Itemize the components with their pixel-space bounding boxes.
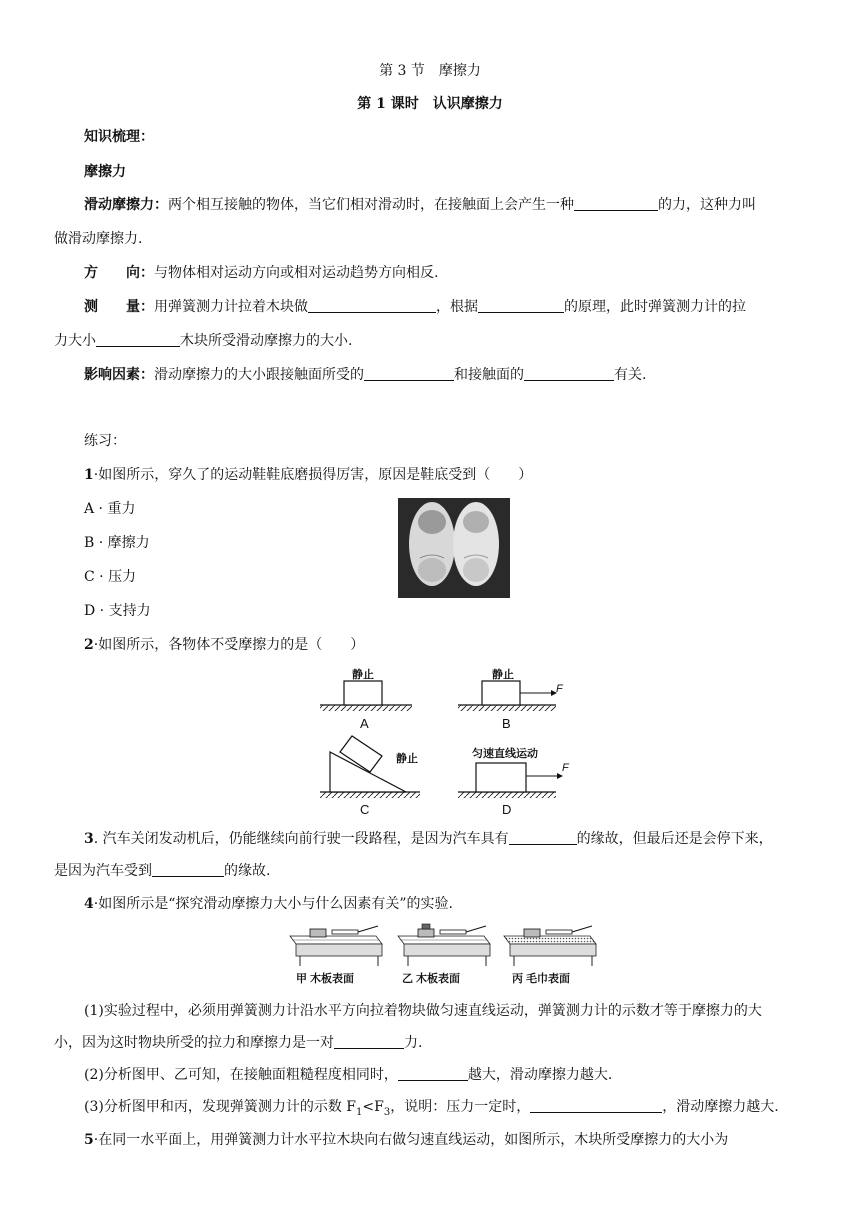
- q2-state-d: 匀速直线运动: [472, 748, 538, 760]
- q4-setup-bing: [504, 926, 596, 966]
- measure-text-1: 用弹簧测力计拉着木块做: [154, 299, 308, 315]
- q1-option-c[interactable]: C · 压力: [84, 569, 137, 585]
- q4-p1-text: 小，因为这时物块所受的拉力和摩擦力是一对: [54, 1035, 334, 1051]
- q4-p3-sub1: 1: [356, 1106, 363, 1118]
- q4-p3-mid: ，说明：压力一定时，: [390, 1099, 531, 1115]
- sliding-text-2: 的力，这种力叫: [658, 197, 756, 213]
- q4-part1-line2: [54, 1033, 814, 1053]
- q1-option-b[interactable]: B · 摩擦力: [84, 535, 150, 551]
- sliding-label: 滑动摩擦力：: [84, 197, 168, 213]
- factors-text-3: 有关.: [614, 367, 647, 383]
- q2-diagram-a: [320, 681, 412, 711]
- factors-text-2: 和接触面的: [454, 367, 524, 383]
- q2-state-c: 静止: [396, 753, 418, 765]
- q3-text-2: 的缘故，但最后还是会停下来，: [576, 831, 773, 847]
- measure-line-2: [54, 331, 814, 351]
- q3-text-1: . 汽车关闭发动机后，仍能继续向前行驶一段路程，是因为汽车具有: [93, 831, 509, 847]
- q4-caption-yi: 乙 木板表面: [402, 973, 461, 985]
- q3-line-2: [54, 861, 814, 881]
- factors-text-1: 滑动摩擦力的大小跟接触面所受的: [154, 367, 364, 383]
- knowledge-heading: 知识梳理：: [84, 129, 154, 145]
- q4-setup-jia: [290, 926, 382, 966]
- measure-blank-1[interactable]: [308, 298, 436, 313]
- q2-force-label-b: F: [556, 683, 563, 695]
- q3-line-1: [84, 829, 814, 849]
- q4-text: ·如图所示是“探究滑动摩擦力大小与什么因素有关”的实验.: [93, 896, 453, 912]
- q5-stem: [84, 1130, 814, 1150]
- q4-blank-1[interactable]: [334, 1034, 404, 1049]
- q3-blank-2[interactable]: [152, 862, 224, 877]
- measure-text-5: 木块所受滑动摩擦力的大小.: [180, 333, 353, 349]
- q2-diagram-d: [458, 763, 562, 798]
- q4-blank-2[interactable]: [398, 1066, 468, 1081]
- q2-diagram-c: [320, 736, 420, 798]
- practice-heading: 练习：: [84, 433, 126, 449]
- q2-label-c: C: [360, 802, 370, 817]
- q4-part3-line: [84, 1097, 814, 1123]
- q5-number: 5: [84, 1132, 94, 1148]
- q1-stem: [84, 465, 814, 485]
- factors-line: [84, 365, 814, 385]
- measure-text-4: 力大小: [54, 333, 96, 349]
- q1-option-a[interactable]: A · 重力: [84, 501, 136, 517]
- q2-state-a: 静止: [352, 669, 374, 681]
- q5-text: ·在同一水平面上，用弹簧测力计水平拉木块向右做匀速直线运动，如图所示，木块所受摩擦力的大小为: [93, 1132, 729, 1148]
- q3-text-3: 是因为汽车受到: [54, 863, 152, 879]
- q4-p3-lt: <F: [362, 1099, 384, 1115]
- measure-blank-2[interactable]: [478, 298, 564, 313]
- section-title: 第 3 节 摩擦力: [379, 63, 481, 79]
- q2-label-b: B: [502, 716, 511, 731]
- q4-stem: [84, 894, 814, 914]
- q4-number: 4: [84, 896, 94, 912]
- lesson-subtitle: 第 1 课时 认识摩擦力: [357, 96, 503, 112]
- q3-blank-1[interactable]: [509, 830, 577, 845]
- worn-shoe-soles-image: [398, 498, 510, 598]
- measure-text-2: ，根据: [436, 299, 478, 315]
- direction-line: [84, 263, 814, 283]
- q1-option-d[interactable]: D · 支持力: [84, 603, 151, 619]
- sliding-text-3: 做滑动摩擦力.: [54, 231, 143, 247]
- q4-experiment-figure: [286, 922, 598, 968]
- q4-part2-line: [84, 1065, 814, 1085]
- q1-number: 1: [84, 467, 94, 483]
- q4-part1-line1: (1)实验过程中，必须用弹簧测力计沿水平方向拉着物块做匀速直线运动，弹簧测力计的示数才等于摩擦力的大: [84, 1003, 762, 1019]
- q2-force-label-d: F: [562, 762, 569, 774]
- q2-label-d: D: [502, 802, 512, 817]
- friction-heading: 摩擦力: [84, 164, 126, 180]
- q2-figure: [316, 664, 566, 814]
- q2-state-b: 静止: [492, 669, 514, 681]
- direction-label: 方 向：: [84, 265, 154, 281]
- direction-text: 与物体相对运动方向或相对运动趋势方向相反.: [154, 265, 439, 281]
- q2-text: ·如图所示，各物体不受摩擦力的是（ ）: [93, 637, 365, 653]
- q1-text: ·如图所示，穿久了的运动鞋鞋底磨损得厉害，原因是鞋底受到（ ）: [93, 467, 533, 483]
- q4-p3-sub3: 3: [383, 1106, 391, 1118]
- measure-text-3: 的原理，此时弹簧测力计的拉: [564, 299, 746, 315]
- q4-blank-3[interactable]: [530, 1098, 662, 1113]
- measure-blank-3[interactable]: [96, 332, 180, 347]
- factors-blank-1[interactable]: [364, 366, 454, 381]
- q2-label-a: A: [360, 716, 369, 731]
- sliding-friction-line: [84, 195, 814, 215]
- q4-p2-end: 越大，滑动摩擦力越大.: [467, 1067, 613, 1083]
- q4-p3-text: (3)分析图甲和丙，发现弹簧测力计的示数 F: [84, 1099, 356, 1115]
- factors-label: 影响因素：: [84, 367, 154, 383]
- q4-setup-yi: [398, 924, 490, 966]
- measure-line: [84, 297, 814, 317]
- q4-p1-end: 力.: [404, 1035, 423, 1051]
- measure-label: 测 量：: [84, 299, 154, 315]
- sliding-blank[interactable]: [574, 196, 658, 211]
- sliding-text-1: 两个相互接触的物体，当它们相对滑动时，在接触面上会产生一种: [168, 197, 574, 213]
- q2-number: 2: [84, 637, 94, 653]
- q4-caption-bing: 丙 毛巾表面: [512, 973, 571, 985]
- factors-blank-2[interactable]: [524, 366, 614, 381]
- q2-stem: [84, 635, 814, 655]
- q2-diagram-b: [458, 681, 556, 711]
- q4-caption-jia: 甲 木板表面: [296, 973, 355, 985]
- q4-p3-end: ，滑动摩擦力越大.: [662, 1099, 779, 1115]
- q3-number: 3: [84, 831, 94, 847]
- q3-text-4: 的缘故.: [224, 863, 271, 879]
- q4-p2-text: (2)分析图甲、乙可知，在接触面粗糙程度相同时，: [84, 1067, 398, 1083]
